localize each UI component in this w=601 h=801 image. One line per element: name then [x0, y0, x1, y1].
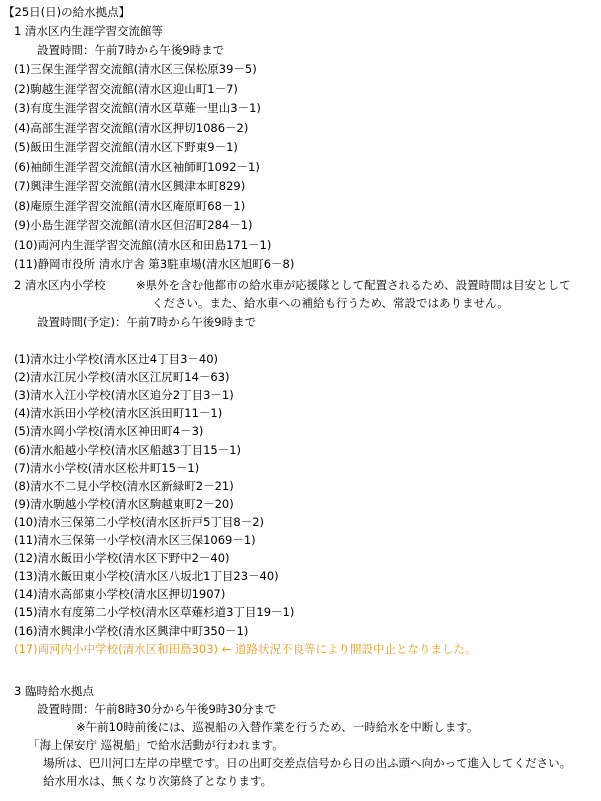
section-2-note-2: ください。また、給水車への補給も行うため、常設ではありません。: [152, 296, 509, 310]
section-3-note: ※午前10時前後には、巡視船の入替作業を行うため、一時給水を中断します。: [76, 720, 479, 734]
school-list-item: (2)清水江尻小学校(清水区江尻町14－63): [14, 370, 230, 385]
section-3-time: 設置時間：午前8時30分から午後9時30分まで: [37, 702, 277, 716]
section-2-time: 設置時間(予定)：午前7時から午後9時まで: [37, 315, 257, 329]
site-list-item: (8)庵原生涯学習交流館(清水区庵原町68－1): [14, 198, 246, 213]
site-list-item: (3)有度生涯学習交流館(清水区草薙一里山3－1): [14, 101, 261, 115]
school-list-item: (11)清水三保第一小学校(清水区三保1069－1): [14, 533, 256, 547]
section-3-line-2: 場所は、巴川河口左岸の岸壁です。日の出町交差点信号から日の出ふ頭へ向かって進入してください。: [43, 756, 572, 770]
site-list-item: (11)静岡市役所 清水庁舎 第3駐車場(清水区旭町6－8): [14, 257, 295, 271]
school-list-item: (13)清水飯田東小学校(清水区八坂北1丁目23－40): [14, 569, 279, 584]
school-list-item: (10)清水三保第二小学校(清水区折戸5丁目8－2): [14, 514, 265, 529]
school-list-item: (15)清水有度第二小学校(清水区草薙杉道3丁目19－1): [14, 605, 295, 620]
school-list-item: (4)清水浜田小学校(清水区浜田町11－1): [14, 406, 223, 421]
school-list-item: (7)清水小学校(清水区松井町15－1): [14, 460, 200, 475]
section-2-note-1: ※県外を含む他都市の給水車が応援隊として配置されるため、設置時間は目安として: [136, 278, 571, 292]
school-list-item: (6)清水船越小学校(清水区船越3丁目15－1): [14, 442, 242, 457]
section-1-heading: 1 清水区内生涯学習交流館等: [14, 24, 163, 38]
school-list-item: (8)清水不二見小学校(清水区新緑町2－21): [14, 478, 234, 493]
site-list-item: (1)三保生涯学習交流館(清水区三保松原39－5): [14, 62, 257, 76]
school-list-item: (9)清水駒越小学校(清水区駒越東町2－20): [14, 496, 234, 511]
school-list-item: (5)清水岡小学校(清水区神田町4－3): [14, 424, 204, 439]
site-list-item: (10)両河内生涯学習交流館(清水区和田島171－1): [14, 237, 272, 252]
school-list-item: (3)清水入江小学校(清水区追分2丁目3－1): [14, 388, 234, 403]
school-list-item: (16)清水興津小学校(清水区興津中町350－1): [14, 623, 249, 638]
section-1-time: 設置時間：午前7時から午後9時まで: [37, 43, 225, 57]
section-3-heading: 3 臨時給水拠点: [14, 684, 94, 698]
school-list-item: (14)清水高部東小学校(清水区押切1907): [14, 587, 226, 602]
site-list-item: (5)飯田生涯学習交流館(清水区下野東9－1): [14, 140, 238, 154]
school-list-item: (1)清水辻小学校(清水区辻4丁目3－40): [14, 352, 219, 366]
site-list-item: (2)駒越生涯学習交流館(清水区迎山町1－7): [14, 81, 238, 96]
site-list-item: (7)興津生涯学習交流館(清水区興津本町829): [14, 179, 246, 193]
section-3-line-1: 「海上保安庁 巡視船」で給水活動が行われます。: [28, 738, 284, 752]
page-title: 【25日(日)の給水拠点】: [3, 5, 131, 19]
school-list-item: (12)清水飯田小学校(清水区下野中2－40): [14, 551, 230, 566]
section-3-line-3: 給水用水は、無くなり次第終了となります。: [43, 774, 273, 788]
site-list-item: (6)袖師生涯学習交流館(清水区袖師町1092－1): [14, 159, 260, 174]
site-list-item: (9)小島生涯学習交流館(清水区但沼町284－1): [14, 218, 253, 232]
cancelled-site-notice: (17)両河内小中学校(清水区和田島303) ← 道路状況不良等により開設中止となりました。: [14, 642, 477, 656]
site-list-item: (4)高部生涯学習交流館(清水区押切1086－2): [14, 120, 249, 135]
section-2-heading: 2 清水区内小学校: [14, 278, 106, 292]
